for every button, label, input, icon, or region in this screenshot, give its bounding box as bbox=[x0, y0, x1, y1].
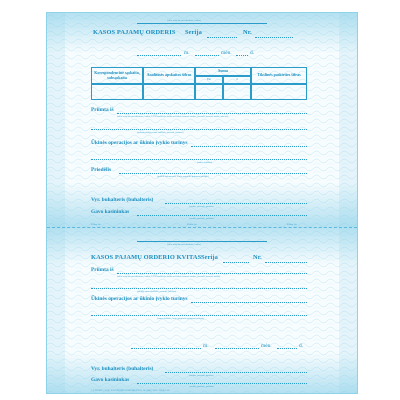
table-header-analytic: Analitinės apskaitos šifras bbox=[143, 67, 195, 84]
table-header-sum: Suma bbox=[195, 67, 251, 76]
receipt-received-from-field[interactable] bbox=[117, 273, 307, 274]
order-title: KASOS PAJAMŲ ORDERIS bbox=[93, 29, 176, 36]
table-header-purpose: Tikslinės paskirties šifras bbox=[251, 67, 307, 84]
order-cashier-hint: (vardas, pavardė, parašas) bbox=[189, 217, 214, 220]
receipt-title: KASOS PAJAMŲ ORDERIO KVITAS bbox=[91, 254, 202, 261]
receipt-series-label: Serija bbox=[201, 254, 218, 261]
receipt-accountant-field[interactable] bbox=[165, 372, 307, 373]
receipt-number-field[interactable] bbox=[265, 262, 307, 263]
order-attachment-hint: (pridėti dokumentai, kurių pagrindu priimami pinigai) bbox=[157, 175, 209, 178]
order-received-from-label: Priimta iš bbox=[91, 107, 114, 113]
order-series-label: Serija bbox=[185, 29, 202, 36]
receipt-operation-field-2[interactable] bbox=[91, 315, 307, 316]
receipt-received-from-hint-2: (pinigų suma skaičiais, pavardė, parašas) bbox=[137, 290, 177, 293]
cut-label-left: Kvitas čia bbox=[91, 223, 101, 226]
receipt-number-label: Nr. bbox=[253, 254, 262, 261]
order-year-suffix: m. bbox=[184, 50, 190, 56]
receipt-accountant-label: Vyr. buhalteris (buhalteris) bbox=[91, 366, 154, 372]
footer-printer-note: © LITEXPO, UAB, PAVYZDINIS DOKUMENTAS, Nr. 0009, 2019 · DUR-5-02 bbox=[91, 389, 170, 392]
receipt-section bbox=[47, 13, 357, 393]
order-number-label: Nr. bbox=[243, 29, 252, 36]
receipt-month-field[interactable] bbox=[215, 348, 259, 349]
order-received-from-hint: (ūkio subjekto pavadinimas, kodas, PVM mokėtojo kodas ar fizinio asmens vardas, pavardė, asmens kodas, adresas) bbox=[117, 115, 229, 118]
order-accountant-hint: (vardas, pavardė, parašas) bbox=[189, 205, 214, 208]
receipt-received-from-field-2[interactable] bbox=[91, 288, 307, 289]
order-attachment-label: Priedėlis bbox=[91, 167, 112, 173]
order-supplier-hint: (ūkio subjekto pavadinimas, kodas) bbox=[167, 19, 201, 22]
order-cashier-label: Gavo kasininkas bbox=[91, 209, 130, 215]
order-operation-label: Ūkinės operacijos ar ūkinio įvykio turinys bbox=[91, 140, 188, 146]
receipt-operation-field[interactable] bbox=[191, 302, 307, 303]
receipt-cashier-label: Gavo kasininkas bbox=[91, 377, 130, 383]
receipt-day-suffix: d. bbox=[299, 343, 304, 349]
receipt-cashier-hint: (vardas, pavardė, parašas) bbox=[189, 385, 214, 388]
table-header-account: Korespondencinė sąskaita, subsąskaita bbox=[91, 67, 143, 84]
receipt-year-field[interactable] bbox=[131, 348, 201, 349]
order-amount-hint: (suma žodžiais) bbox=[197, 161, 213, 164]
receipt-operation-hint: (suma žodžiais, kurią pagrindu priimami pinigai) bbox=[157, 317, 204, 320]
receipt-received-from-hint: (ūkio subjekto pavadinimas, kodas, PVM mokėtojo kodas ar fizinio asmens vardas, pavardė, asmens kodas) bbox=[117, 275, 221, 278]
order-day-suffix: d. bbox=[250, 50, 255, 56]
cut-label-center: Kvitas čia bbox=[187, 223, 197, 226]
receipt-cashier-field[interactable] bbox=[137, 383, 307, 384]
table-subheader-eur: Eur bbox=[195, 76, 223, 84]
receipt-operation-label: Ūkinės operacijos ar ūkinio įvykio turinys bbox=[91, 296, 188, 302]
receipt-accountant-hint: (vardas, pavardė, parašas) bbox=[189, 374, 214, 377]
order-month-suffix: mėn. bbox=[221, 50, 232, 56]
receipt-supplier-hint: (ūkio subjekto pavadinimas, kodas) bbox=[167, 243, 201, 246]
document-sheet bbox=[46, 12, 358, 394]
table-subheader-ct: ct bbox=[223, 76, 251, 84]
order-received-from-hint-2: (priimtų pinigų suma žodžiais, pavardė, parašas) bbox=[137, 131, 184, 134]
cut-label-right: Kvitas čia bbox=[287, 223, 297, 226]
receipt-series-field[interactable] bbox=[223, 262, 249, 263]
receipt-received-from-label: Priimta iš bbox=[91, 267, 114, 273]
receipt-day-field[interactable] bbox=[277, 348, 297, 349]
receipt-year-suffix: m. bbox=[203, 343, 209, 349]
order-accountant-label: Vyr. buhalteris (buhalteris) bbox=[91, 197, 154, 203]
receipt-month-suffix: mėn. bbox=[261, 343, 272, 349]
